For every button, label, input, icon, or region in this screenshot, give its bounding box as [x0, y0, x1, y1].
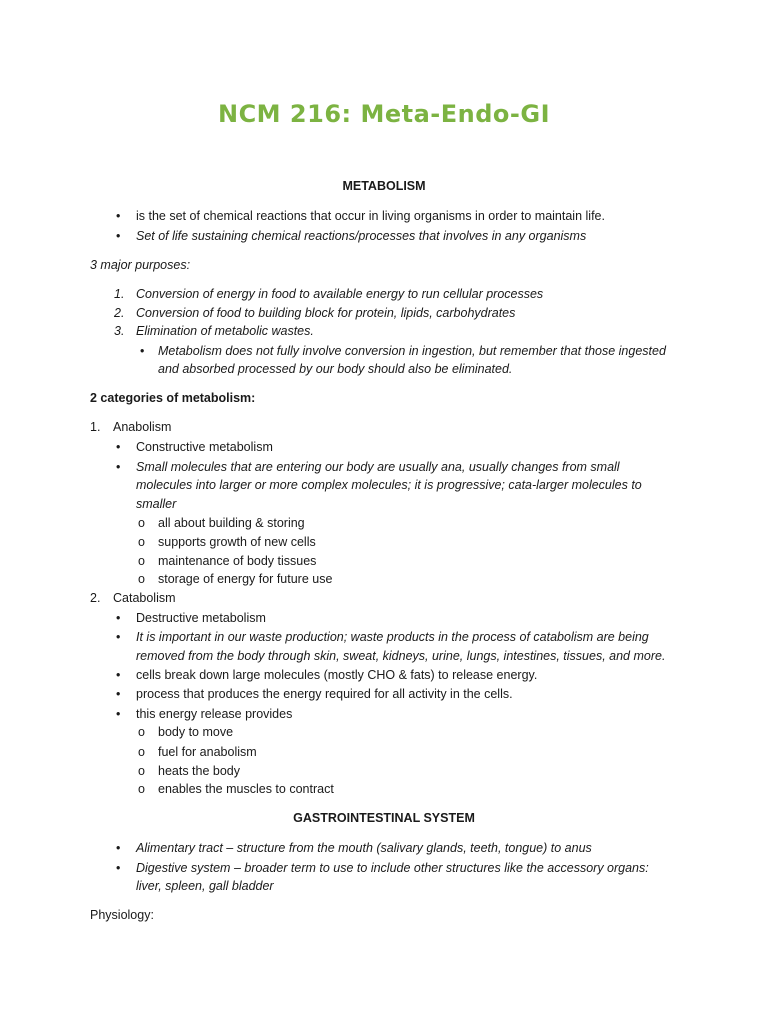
- sub-bullet-marker: o: [138, 554, 145, 568]
- list-marker: 1.: [90, 420, 101, 434]
- anabolism-bullet-2-line-3: smaller: [136, 497, 177, 511]
- anabolism-subitem-1: all about building & storing: [158, 516, 305, 530]
- bullet-marker: •: [116, 707, 121, 721]
- purpose-note-line-2: and absorbed processed by our body should also be eliminated.: [158, 362, 513, 376]
- sub-bullet-marker: o: [138, 782, 145, 796]
- catabolism-subitem-3: heats the body: [158, 764, 241, 778]
- purpose-item-3: Elimination of metabolic wastes.: [136, 324, 314, 338]
- anabolism-title: Anabolism: [113, 420, 172, 434]
- sub-bullet-marker: o: [138, 725, 145, 739]
- physiology-label: Physiology:: [90, 908, 154, 922]
- bullet-marker: •: [140, 344, 145, 358]
- bullet-marker: •: [116, 229, 121, 243]
- anabolism-bullet-2-line-1: Small molecules that are entering our body are usually ana, usually changes from small: [136, 460, 620, 474]
- anabolism-bullet-2-line-2: molecules into larger or more complex molecules; it is progressive; cata-larger molecules to: [136, 478, 642, 492]
- sub-bullet-marker: o: [138, 535, 145, 549]
- metabolism-bullet-2: Set of life sustaining chemical reactions/processes that involves in any organisms: [136, 229, 587, 243]
- bullet-marker: •: [116, 668, 121, 682]
- list-marker: 2.: [114, 306, 125, 320]
- list-marker: 3.: [114, 324, 125, 338]
- purposes-label: 3 major purposes:: [90, 258, 191, 272]
- sub-bullet-marker: o: [138, 764, 145, 778]
- catabolism-title: Catabolism: [113, 591, 176, 605]
- bullet-marker: •: [116, 440, 121, 454]
- bullet-marker: •: [116, 861, 121, 875]
- purpose-item-1: Conversion of energy in food to available energy to run cellular processes: [136, 287, 544, 301]
- bullet-marker: •: [116, 460, 121, 474]
- anabolism-subitem-2: supports growth of new cells: [158, 535, 316, 549]
- bullet-marker: •: [116, 630, 121, 644]
- gi-bullet-1: Alimentary tract – structure from the mouth (salivary glands, teeth, tongue) to anus: [136, 841, 592, 855]
- list-marker: 1.: [114, 287, 125, 301]
- catabolism-bullet-3: cells break down large molecules (mostly CHO & fats) to release energy.: [136, 668, 538, 682]
- section-heading-gastrointestinal: GASTROINTESTINAL SYSTEM: [293, 811, 475, 825]
- catabolism-bullet-5: this energy release provides: [136, 707, 293, 721]
- catabolism-bullet-2-line-1: It is important in our waste production; waste products in the process of catabolism are being: [136, 630, 649, 644]
- categories-label: 2 categories of metabolism:: [90, 391, 256, 405]
- catabolism-subitem-1: body to move: [158, 725, 234, 739]
- catabolism-bullet-2-line-2: removed from the body through skin, sweat, kidneys, urine, lungs, intestines, tissues, and more.: [136, 649, 666, 663]
- gi-bullet-2-line-2: liver, spleen, gall bladder: [136, 879, 274, 893]
- bullet-marker: •: [116, 611, 121, 625]
- sub-bullet-marker: o: [138, 516, 145, 530]
- sub-bullet-marker: o: [138, 572, 145, 586]
- sub-bullet-marker: o: [138, 745, 145, 759]
- catabolism-subitem-2: fuel for anabolism: [158, 745, 257, 759]
- catabolism-bullet-4: process that produces the energy required for all activity in the cells.: [136, 687, 513, 701]
- list-marker: 2.: [90, 591, 101, 605]
- catabolism-bullet-1: Destructive metabolism: [136, 611, 266, 625]
- bullet-marker: •: [116, 841, 121, 855]
- bullet-marker: •: [116, 209, 121, 223]
- purpose-item-2: Conversion of food to building block for protein, lipids, carbohydrates: [136, 306, 516, 320]
- section-heading-metabolism: METABOLISM: [342, 179, 426, 193]
- anabolism-bullet-1: Constructive metabolism: [136, 440, 273, 454]
- anabolism-subitem-4: storage of energy for future use: [158, 572, 333, 586]
- gi-bullet-2-line-1: Digestive system – broader term to use to include other structures like the accessory organs:: [136, 861, 649, 875]
- bullet-marker: •: [116, 687, 121, 701]
- purpose-note-line-1: Metabolism does not fully involve conversion in ingestion, but remember that those ingested: [158, 344, 666, 358]
- anabolism-subitem-3: maintenance of body tissues: [158, 554, 317, 568]
- catabolism-subitem-4: enables the muscles to contract: [158, 782, 334, 796]
- metabolism-bullet-1: is the set of chemical reactions that occur in living organisms in order to maintain life.: [136, 209, 605, 223]
- document-title: NCM 216: Meta-Endo-GI: [217, 100, 550, 128]
